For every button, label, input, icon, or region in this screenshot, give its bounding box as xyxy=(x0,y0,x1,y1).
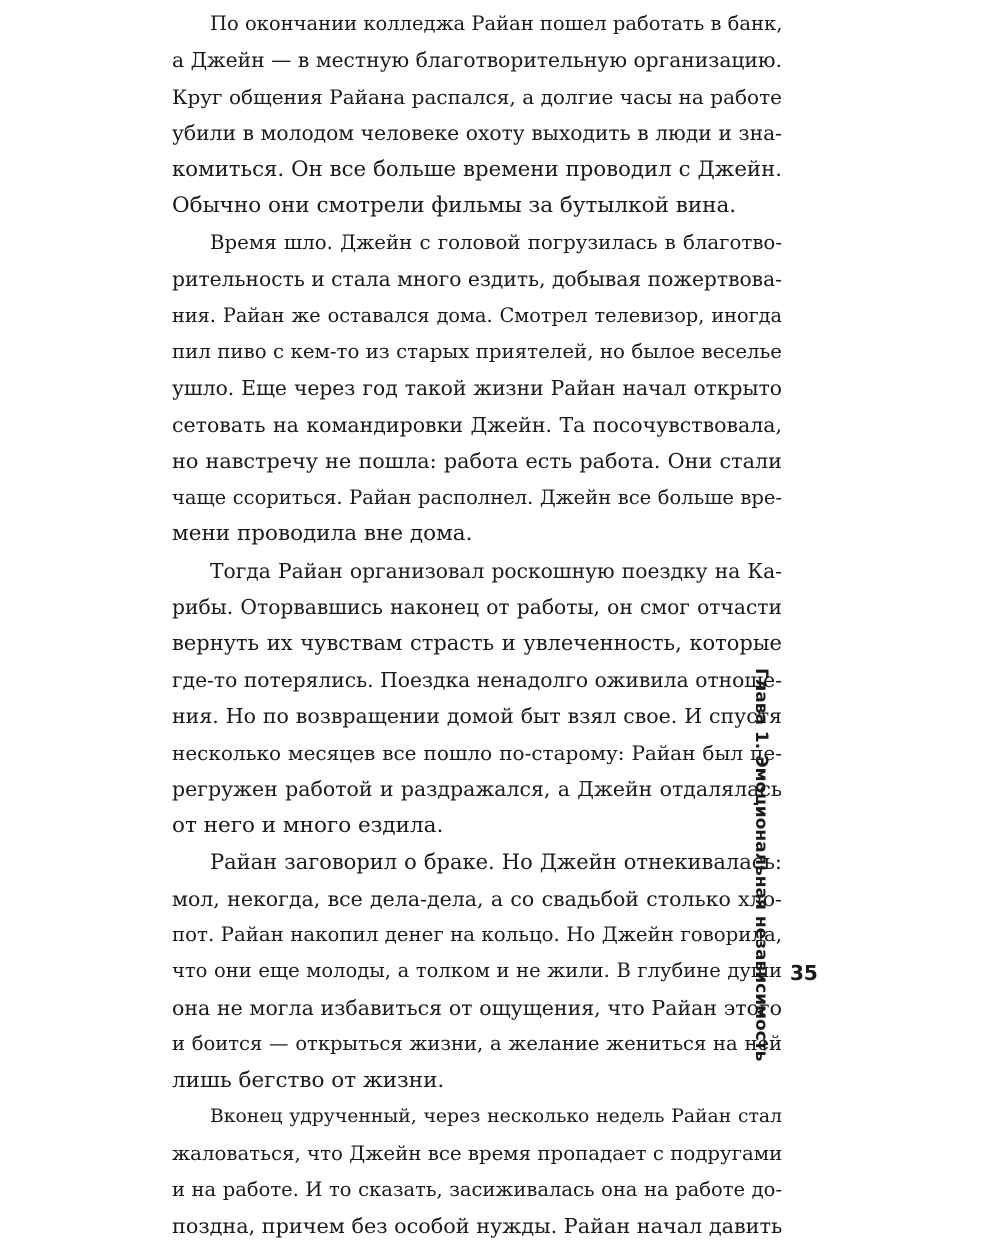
text-line: Райан заговорил о браке. Но Джейн отнекивалась: xyxy=(210,850,782,875)
page-number: 35 xyxy=(790,961,818,985)
text-line: от него и много ездила. xyxy=(172,812,444,838)
text-line: мол, некогда, все дела-дела, а со свадьбой столько хло- xyxy=(172,886,782,911)
text-line: убили в молодом человеке охоту выходить в люди и зна- xyxy=(172,121,782,146)
text-line: рибы. Оторвавшись наконец от работы, он смог отчасти xyxy=(172,595,782,619)
text-line: ния. Но по возвращении домой быт взял свое. И спустя xyxy=(172,704,782,729)
text-line: По окончании колледжа Райан пошел работать в банк, xyxy=(210,12,783,35)
text-line: несколько месяцев все пошло по-старому: Райан был пе- xyxy=(172,740,782,765)
text-line: Обычно они смотрели фильмы за бутылкой вина. xyxy=(172,193,737,219)
text-line: комиться. Он все больше времени проводил с Джейн. xyxy=(172,156,782,182)
text-line: регружен работой и раздражался, а Джейн отдалялась xyxy=(172,777,782,802)
text-line: рительность и стала много ездить, добывая пожертвова- xyxy=(172,267,782,292)
text-line: она не могла избавиться от ощущения, что Райан этого xyxy=(172,995,782,1020)
text-line: поздна, причем без особой нужды. Райан начал давить xyxy=(172,1214,783,1239)
text-line: Круг общения Райана распался, а долгие часы на работе xyxy=(172,84,782,109)
text-line: чаще ссориться. Райан располнел. Джейн все больше вре- xyxy=(172,485,782,509)
text-line: Время шло. Джейн с головой погрузилась в благотво- xyxy=(210,230,782,254)
text-line: лишь бегство от жизни. xyxy=(172,1067,445,1093)
text-line: вернуть их чувствам страсть и увлеченность, которые xyxy=(172,631,782,656)
text-line: Вконец удрученный, через несколько недель Райан стал xyxy=(210,1106,782,1128)
text-line: а Джейн — в местную благотворительную организацию. xyxy=(172,48,782,73)
text-line: ушло. Еще через год такой жизни Райан начал открыто xyxy=(172,376,782,401)
text-line: жаловаться, что Джейн все время пропадает с подругами xyxy=(172,1141,783,1165)
text-line: сетовать на командировки Джейн. Та посочувствовала, xyxy=(172,412,782,437)
text-line: что они еще молоды, а толком и не жили. В глубине души xyxy=(172,959,782,983)
text-line: ния. Райан же оставался дома. Смотрел телевизор, иногда xyxy=(172,303,782,327)
text-line: и боится — открыться жизни, а желание жениться на ней xyxy=(172,1032,782,1056)
body-text xyxy=(172,6,782,1245)
text-line: мени проводила вне дома. xyxy=(172,521,473,547)
running-head: Глава 1. Эмоциональная независимость xyxy=(751,668,771,1062)
text-line: пил пиво с кем-то из старых приятелей, но былое веселье xyxy=(172,339,782,363)
text-line: пот. Райан накопил денег на кольцо. Но Джейн говорила, xyxy=(172,922,782,946)
text-line: Тогда Райан организовал роскошную поездку на Ка- xyxy=(210,558,782,583)
text-line: где-то потерялись. Поездка ненадолго оживила отноше- xyxy=(172,667,782,692)
text-line: и на работе. И то сказать, засиживалась она на работе до- xyxy=(172,1178,782,1201)
text-line: но навстречу не пошла: работа есть работа. Они стали xyxy=(172,449,782,474)
